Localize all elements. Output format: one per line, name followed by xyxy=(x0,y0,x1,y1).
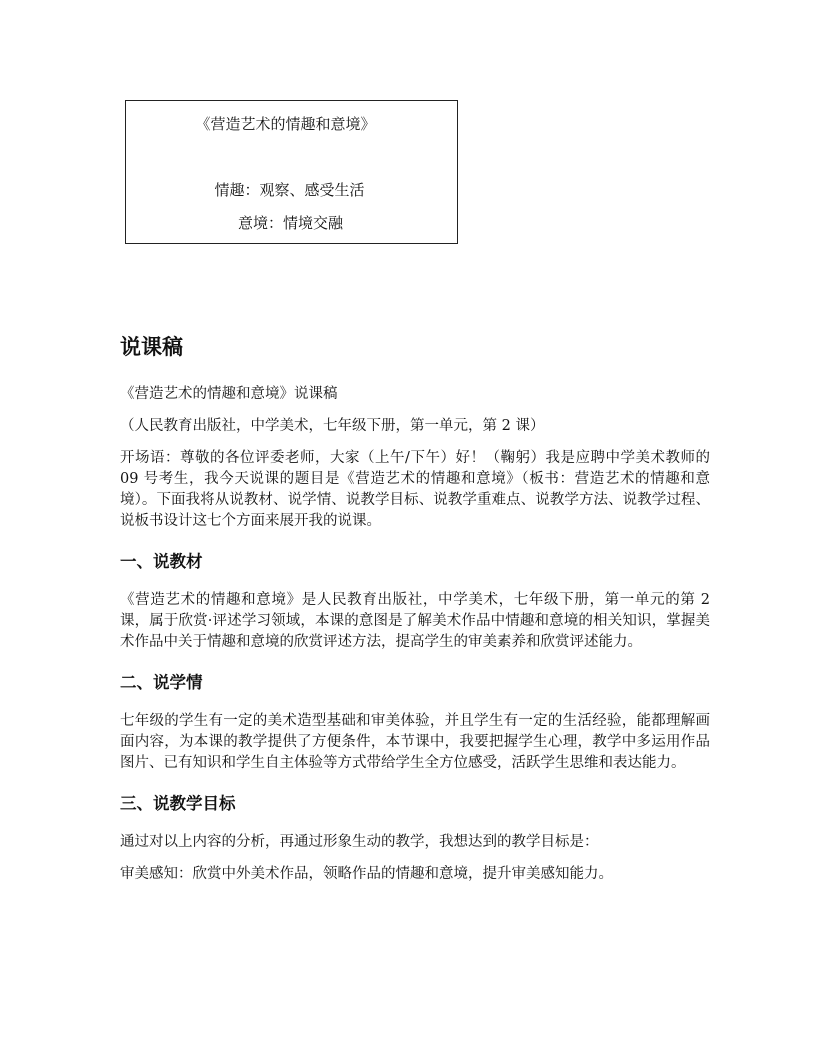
section-students-paragraph: 七年级的学生有一定的美术造型基础和审美体验，并且学生有一定的生活经验，能都理解画面内容，为本课的教学提供了方便条件，本节课中，我要把握学生心理，教学中多运用作品图片、已有知识和学生自主体验等方式带给学生全方位感受，活跃学生思维和表达能力。 xyxy=(120,713,710,771)
document-body xyxy=(120,332,710,896)
section-textbook-paragraph: 《营造艺术的情趣和意境》是人民教育出版社，中学美术，七年级下册，第一单元的第 2 课，属于欣赏·评述学习领域，本课的意图是了解美术作品中情趣和意境的相关知识，掌握美术作品中关于情趣和意境的欣赏评述方法，提高学生的审美素养和欣赏评述能力。 xyxy=(120,592,710,650)
page-title: 说课稿 xyxy=(120,335,183,359)
section-heading-students: 二、说学情 xyxy=(120,673,203,692)
section-objectives-intro: 通过对以上内容的分析，再通过形象生动的教学，我想达到的教学目标是： xyxy=(120,834,599,850)
blackboard-design-box xyxy=(125,100,458,244)
intro-paragraph: 开场语：尊敬的各位评委老师，大家（上午/下午）好！（鞠躬）我是应聘中学美术教师的 09 号考生，我今天说课的题目是《营造艺术的情趣和意境》（板书：营造艺术的情趣和意境）。下面我将从说教材、说学情、说教学目标、说教学重难点、说教学方法、说教学过程、说板书设计这七个方面来展开我的说课。 xyxy=(120,450,710,529)
board-line-yijing: 意境：情境交融 xyxy=(237,214,343,232)
section-objectives-aesthetic: 审美感知：欣赏中外美术作品，领略作品的情趣和意境，提升审美感知能力。 xyxy=(120,866,613,882)
publisher-info: （人民教育出版社，中学美术，七年级下册，第一单元，第 2 课） xyxy=(120,418,545,434)
section-heading-objectives: 三、说教学目标 xyxy=(120,794,236,813)
lesson-subtitle: 《营造艺术的情趣和意境》说课稿 xyxy=(120,386,338,402)
board-title: 《营造艺术的情趣和意境》 xyxy=(195,115,376,133)
section-heading-textbook: 一、说教材 xyxy=(120,552,203,571)
board-line-qingqu: 情趣：观察、感受生活 xyxy=(214,181,365,199)
